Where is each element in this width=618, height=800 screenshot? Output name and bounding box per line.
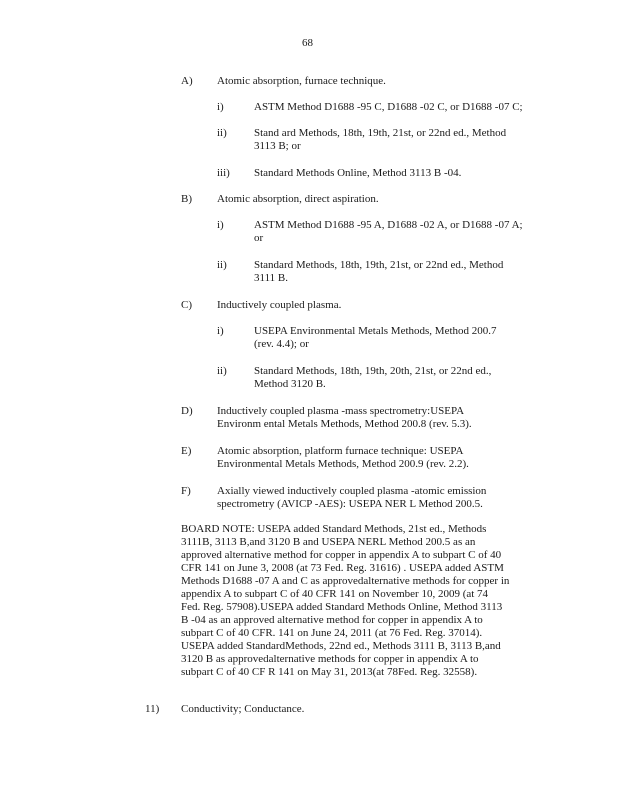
- item-a-ii-text: [254, 127, 524, 153]
- item-d-line: Inductively coupled plasma -mass spectrometry:USEPA: [217, 405, 465, 417]
- item-a-i-line: ASTM Method D1688 -95 C, D1688 -02 C, or D1688 -07 C;: [254, 101, 523, 113]
- item-c-i-line: USEPA Environmental Metals Methods, Method 200.7: [254, 325, 497, 337]
- board-note: [181, 523, 541, 679]
- board-note-line: Fed. Reg. 57908).USEPA added Standard Methods Online, Method 3113: [181, 601, 503, 613]
- item-b-ii-line: Standard Methods, 18th, 19th, 21st, or 22nd ed., Method: [254, 259, 504, 271]
- item-b-i-line: or: [254, 232, 264, 244]
- item-e-line: Atomic absorption, platform furnace technique: USEPA: [217, 445, 464, 457]
- item-c-ii-label: ii): [217, 365, 227, 377]
- item-c-ii-line: Method 3120 B.: [254, 378, 326, 390]
- board-note-line: subpart C of 40 CF R 141 on May 31, 2013(at 78Fed. Reg. 32558).: [181, 666, 478, 678]
- item-11-number: 11): [145, 703, 160, 715]
- item-e-text: [217, 445, 517, 471]
- item-c-i-label: i): [217, 325, 224, 337]
- item-f-label: F): [181, 485, 191, 497]
- board-note-line: subpart C of 40 CFR. 141 on June 24, 2011 (at 76 Fed. Reg. 37014).: [181, 627, 483, 639]
- item-a-iii-text: [254, 167, 494, 180]
- board-note-line: 3111B, 3113 B,and 3120 B and USEPA NERL Method 200.5 as an: [181, 536, 476, 548]
- item-c-title: Inductively coupled plasma.: [217, 299, 342, 311]
- item-f-line: Axially viewed inductively coupled plasma -atomic emission: [217, 485, 487, 497]
- item-a-iii-line: Standard Methods Online, Method 3113 B -04.: [254, 167, 462, 179]
- item-b-ii-line: 3111 B.: [254, 272, 289, 284]
- item-d-line: Environm ental Metals Methods, Method 200.8 (rev. 5.3).: [217, 418, 472, 430]
- item-a-iii-label: iii): [217, 167, 230, 179]
- item-a-ii-line: 3113 B; or: [254, 140, 301, 152]
- item-f-text: [217, 485, 517, 511]
- item-c-i-text: [254, 325, 524, 351]
- item-e-line: Environmental Metals Methods, Method 200.9 (rev. 2.2).: [217, 458, 469, 470]
- item-f-line: spectrometry (AVICP -AES): USEPA NER L Method 200.5.: [217, 498, 483, 510]
- item-d-label: D): [181, 405, 193, 417]
- item-a-ii-label: ii): [217, 127, 227, 139]
- board-note-line: appendix A to subpart C of 40 CFR 141 on November 10, 2009 (at 74: [181, 588, 489, 600]
- item-c-ii-line: Standard Methods, 18th, 19th, 20th, 21st, or 22nd ed.,: [254, 365, 492, 377]
- board-note-line: BOARD NOTE: USEPA added Standard Methods, 21st ed., Methods: [181, 523, 487, 535]
- board-note-line: 3120 B as approvedalternative methods for copper in appendix A to: [181, 653, 479, 665]
- item-11-title: Conductivity; Conductance.: [181, 703, 305, 715]
- item-b-label: B): [181, 193, 192, 205]
- page-number: 68: [302, 37, 313, 49]
- item-d-text: [217, 405, 517, 431]
- item-a-title: Atomic absorption, furnace technique.: [217, 75, 386, 87]
- item-a-ii-line: Stand ard Methods, 18th, 19th, 21st, or 22nd ed., Method: [254, 127, 507, 139]
- item-b-title: Atomic absorption, direct aspiration.: [217, 193, 379, 205]
- item-a-i-text: [254, 101, 544, 114]
- item-b-i-label: i): [217, 219, 224, 231]
- item-b-ii-text: [254, 259, 524, 285]
- board-note-line: Methods D1688 -07 A and C as approvedalternative methods for copper in: [181, 575, 510, 587]
- item-a-i-label: i): [217, 101, 224, 113]
- item-c-label: C): [181, 299, 192, 311]
- board-note-line: B -04 as an approved alternative method for copper in appendix A to: [181, 614, 483, 626]
- item-e-label: E): [181, 445, 192, 457]
- board-note-line: USEPA added StandardMethods, 22nd ed., Methods 3111 B, 3113 B,and: [181, 640, 501, 652]
- item-c-ii-text: [254, 365, 524, 391]
- item-b-ii-label: ii): [217, 259, 227, 271]
- item-b-i-text: [254, 219, 544, 245]
- item-c-i-line: (rev. 4.4); or: [254, 338, 309, 350]
- board-note-line: CFR 141 on June 3, 2008 (at 73 Fed. Reg. 31616) . USEPA added ASTM: [181, 562, 504, 574]
- item-b-i-line: ASTM Method D1688 -95 A, D1688 -02 A, or D1688 -07 A;: [254, 219, 523, 231]
- board-note-line: approved alternative method for copper in appendix A to subpart C of 40: [181, 549, 502, 561]
- item-a-label: A): [181, 75, 193, 87]
